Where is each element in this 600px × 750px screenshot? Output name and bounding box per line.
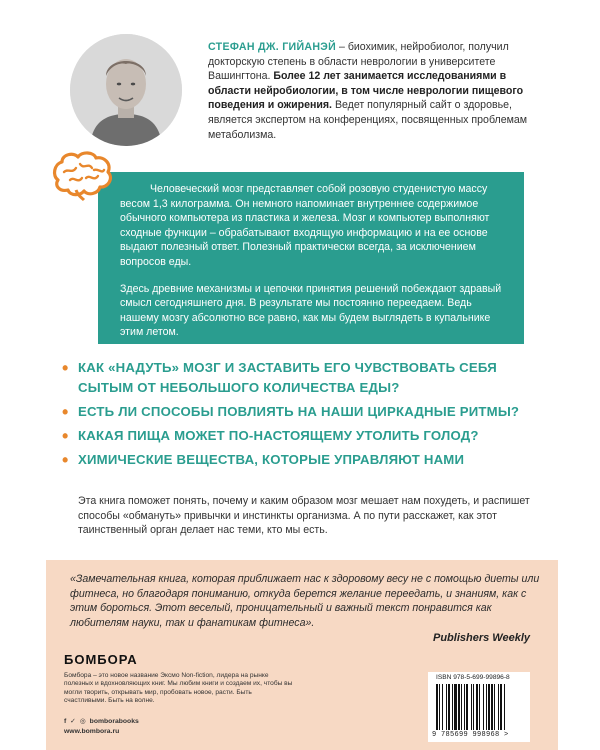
barcode-number: 9 785699 998968 > (432, 731, 509, 739)
publisher-social (64, 717, 139, 725)
question-item: • КАК «НАДУТЬ» МОЗГ И ЗАСТАВИТЬ ЕГО ЧУВСТВОВАТЬ СЕБЯ СЫТЫМ ОТ НЕБОЛЬШОГО КОЛИЧЕСТВА ЕДЫ? (62, 358, 497, 395)
author-bio (208, 40, 528, 142)
author-name: СТЕФАН ДЖ. ГИЙАНЭЙ (208, 41, 337, 53)
publisher-description: Бомбора – это новое название Эксмо Non-fiction, лидера на рынке полезных и вдохновляющих книг. Мы любим книги и создаем их, чтобы вы могли творить, открывать мир, пробовать новое, расти. Быть счастливыми. Быть на волне. (64, 672, 293, 705)
question-item: • КАКАЯ ПИЩА МОЖЕТ ПО-НАСТОЯЩЕМУ УТОЛИТЬ ГОЛОД? (62, 426, 479, 446)
author-bio-intro: – биохимик, нейробиолог, получил докторскую степень в области неврологии в университете Вашингтона. (208, 41, 509, 83)
annotation-text (120, 182, 512, 352)
questions-list (60, 358, 540, 474)
barcode-icon (434, 684, 526, 730)
bullet-icon: • (62, 450, 69, 470)
bullet-icon: • (62, 402, 69, 422)
review-source: Publishers Weekly (432, 632, 530, 644)
book-description: Эта книга поможет понять, почему и каким образом мозг мешает нам похудеть, и распишет способы «обмануть» привычки и инстинкты организма. А по пути расскажет, как этот таинственный орган делает нас теми, кто мы есть. (78, 495, 530, 537)
author-portrait-icon (70, 34, 182, 146)
annotation-paragraph-2: Здесь древние механизмы и цепочки принятия решений побеждают здравый смысл сегодняшнего дня. В результате мы постоянно переедаем. Ведь нашему мозгу абсолютно все равно, как мы будем выглядеть в купальнике этим летом. (120, 282, 502, 339)
author-photo (70, 34, 182, 146)
annotation-paragraph-1: Человеческий мозг представляет собой розовую студенистую массу весом 1,3 килограмма. Он немного напоминает внутреннее содержимое обычного компьютера из пластика и железа. Мозг и компьютер выполняют сходные функции – обрабатывают входящую информацию и на ее основе выдают полезный ответ. Полезный практически всегда, за исключением вопросов еды. (120, 183, 490, 268)
social-icons: f ✓ ◎ (64, 718, 87, 725)
brain-icon (50, 150, 114, 202)
question-item: • ХИМИЧЕСКИЕ ВЕЩЕСТВА, КОТОРЫЕ УПРАВЛЯЮТ НАМИ (62, 450, 465, 470)
bullet-icon: • (62, 358, 69, 378)
annotation-box (98, 172, 524, 344)
publisher-logo: БОМБОРА (64, 652, 138, 667)
question-item: • ЕСТЬ ЛИ СПОСОБЫ ПОВЛИЯТЬ НА НАШИ ЦИРКАДНЫЕ РИТМЫ? (62, 402, 520, 422)
author-bio-outro: Ведет популярный сайт о здоровье, является экспертом на конференциях, посвященных проблемам метаболизма. (208, 99, 528, 141)
review-quote: «Замечательная книга, которая приближает нас к здоровому весу не с помощью диеты или фитнеса, но благодаря пониманию, откуда берется желание переедать, и знаниям, как с этим бороться. Этот веселый, проницательный и важный текст понравится как любителям науки, так и фанатикам фитнеса». (70, 573, 540, 629)
isbn-label: ISBN 978-5-699-99896-8 (436, 674, 510, 681)
publisher-website: www.bombora.ru (64, 728, 120, 735)
bullet-icon: • (62, 426, 69, 446)
social-handle: bomborabooks (89, 718, 139, 725)
author-bio-highlight: Более 12 лет занимается исследованиями в области нейробиологии, в том числе неврологии пищевого поведения и ожирения. (208, 70, 524, 112)
